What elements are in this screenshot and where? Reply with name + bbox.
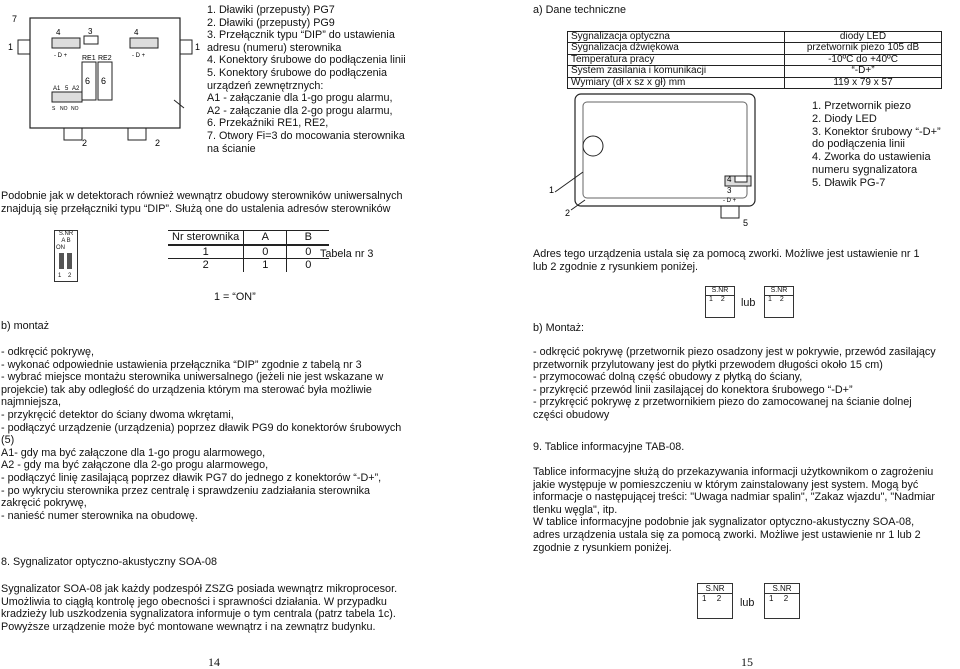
text-line: kradzieży lub uszkodzenia sygnalizatora informuje o tym centrala (patrz tabela 1c). (1, 608, 396, 621)
text-line: Tablice informacyjne służą do przekazywania informacji użytkownikom o zagrożeniu (533, 466, 934, 478)
legend-line: do podłączenia linii (812, 138, 905, 151)
label-no2: NO (71, 106, 79, 112)
montaz-title-left: b) montaż (1, 320, 50, 332)
montaz-title-right: b) Montaż: (533, 322, 585, 334)
label-4-left: 4 (56, 28, 61, 37)
jumper-num-2: 2 (720, 296, 725, 303)
text-line: Adres tego urządzenia ustala się za pomocą zworki. Możliwe jest ustawienie nr 1 (533, 248, 920, 260)
text-line: informacje o następującej treści: "Uwaga nadmiar spalin", "Zakaz wjazdu", "Nadmiar (533, 491, 936, 504)
table-header-row (168, 231, 329, 245)
jumper-figure-4 (764, 583, 800, 619)
legend-line: 1. Przetwornik piezo (812, 100, 912, 112)
table-row (168, 259, 329, 272)
list-item: - przymocować dolną część obudowy z płytką do ściany, (533, 371, 803, 384)
spec-key: Sygnalizacja dźwiękowa (568, 43, 785, 54)
controller-diagram (0, 0, 205, 160)
label-a1: A1 (53, 86, 61, 92)
label-d2: 2 (565, 208, 571, 218)
spec-value: “-D+” (785, 66, 942, 77)
list-item: - przykręcić przewód linii zasilającej do konektora śrubowego “-D+” (533, 383, 853, 396)
label-d4: 4 (727, 175, 732, 184)
legend-line: 3. Konektor śrubowy “-D+” (812, 125, 941, 138)
piezo-transducer (583, 136, 603, 156)
jumper-label: S.NR (698, 584, 732, 594)
jumper-num-2: 2 (783, 594, 789, 603)
dip-slider-b (67, 253, 72, 269)
jumper-figure-2 (764, 286, 794, 318)
list-item: - nanieść numer sterownika na obudowę. (1, 509, 198, 522)
table-row (568, 32, 942, 43)
table-cell: 1 (168, 245, 244, 259)
dip-switch (84, 36, 98, 44)
gland-pg7-right (180, 40, 192, 54)
legend-line: 4. Konektory śrubowe do podłączenia linii (207, 54, 406, 67)
label-re2: RE2 (98, 55, 112, 62)
list-item: - przykręcić detektor do ściany dwoma wkrętami, (1, 408, 234, 421)
lub-label: lub (740, 597, 755, 609)
list-item: projekcie) tak aby odległość do urządzenia którym ma sterować była możliwie (1, 383, 372, 396)
dip-num-2: 2 (68, 273, 72, 279)
label-1-right: 1 (195, 42, 201, 52)
list-item: A1- gdy ma być załączone dla 1-go progu alarmowego, (1, 446, 266, 459)
legend-line: 2. Dławiki (przepusty) PG9 (207, 16, 335, 29)
section-9-title: 9. Tablice informacyjne TAB-08. (533, 441, 685, 453)
legend-line: 5. Konektory śrubowe do podłączenia (207, 66, 388, 79)
legend-line: A2 - załączanie dla 2-go progu alarmu, (207, 104, 393, 117)
table-header: Nr sterownika (168, 231, 244, 245)
table-cell: 0 (287, 259, 330, 272)
text-line: znajdują się przełączniki typu “DIP”. Służą one do ustalenia adresów sterowników (1, 202, 391, 215)
dip-on-label: ON (56, 245, 65, 251)
label-n1l: 7 (12, 14, 18, 24)
spec-table (567, 31, 942, 89)
dip-top-label: S.NR (58, 231, 74, 237)
table-header: A (244, 231, 287, 245)
label-2-right: 2 (155, 138, 161, 148)
jumper-num-2: 2 (716, 594, 722, 603)
table-row (568, 66, 942, 77)
section-9-body (533, 466, 935, 554)
text-line: Powyższe urządzenie może być montowane wewnątrz i na zewnątrz budynku. (1, 620, 376, 633)
table-cell: 2 (168, 259, 244, 272)
section-a-title: a) Dane techniczne (533, 4, 627, 16)
dip-ab-label: A B (61, 238, 71, 244)
text-line: zgodnie z rysunkiem poniżej. (533, 541, 672, 554)
list-item: A2 - gdy ma być załączone dla 2-go progu alarmowego, (1, 459, 269, 472)
dip-slider-a (59, 253, 64, 269)
label-d1: 1 (549, 185, 555, 195)
spec-value: przetwornik piezo 105 dB (785, 43, 942, 54)
montaz-list-right (533, 346, 936, 422)
legend-line: 3. Przełącznik typu “DIP” do ustawienia (207, 29, 395, 42)
text-line: jakie występuje w pomieszczeniu w którym zainstalowany jest system. Mogą być (533, 478, 919, 491)
text-line: Podobnie jak w detektorach również wewnątrz obudowy sterowników uniwersalnych (1, 190, 403, 202)
label-1-left: 1 (8, 42, 14, 52)
label-5: 5 (65, 86, 69, 92)
legend-line: numeru sygnalizatora (812, 163, 918, 176)
jumper-label: S.NR (765, 584, 799, 594)
connector-left (52, 38, 80, 48)
table-cell: 0 (287, 245, 330, 259)
list-item: - odkręcić pokrywę, (1, 346, 95, 358)
list-item: - przykręcić pokrywę z przetwornikiem piezo do zamocowanej na ścianie dolnej (533, 396, 912, 409)
legend-line: na ścianie (207, 142, 256, 155)
jumper-num-1: 1 (768, 296, 772, 303)
legend-line: 6. Przekaźniki RE1, RE2, (207, 117, 329, 130)
jumper-figure-3 (697, 583, 733, 619)
label-pm-left: - D + (54, 53, 68, 59)
table-cell: 0 (244, 245, 287, 259)
legend-line: 5. Dławik PG-7 (812, 176, 886, 189)
leader-7 (174, 100, 184, 108)
gland-pg7 (721, 206, 739, 218)
jumper-num-1: 1 (769, 594, 774, 603)
label-no1: NO (60, 106, 68, 112)
spec-key: Temperatura pracy (568, 54, 785, 65)
spec-value: -10ºC do +40ºC (785, 54, 942, 65)
spec-key: System zasilania i komunikacji (568, 66, 785, 77)
list-item: - odkręcić pokrywę (przetwornik piezo osadzony jest w pokrywie, przewód zasilający (533, 346, 936, 358)
leader-1 (555, 172, 583, 192)
lub-label: lub (741, 297, 756, 309)
label-re1: RE1 (82, 55, 96, 62)
table-cell: 1 (244, 259, 287, 272)
gland-pg7-left (18, 40, 30, 54)
gland-pg9-left (64, 128, 82, 140)
label-pm: - D + (723, 198, 737, 204)
intro-paragraph (1, 190, 403, 215)
leader-2 (571, 200, 585, 210)
label-6b: 6 (101, 76, 107, 86)
on-note: 1 = “ON” (214, 291, 256, 303)
list-item: najmniejsza, (1, 396, 62, 409)
legend-line: 4. Zworka do ustawienia (812, 151, 931, 164)
controller-legend (207, 4, 467, 155)
jumper-figure-1 (705, 286, 735, 318)
page-number-right: 15 (741, 655, 753, 669)
jumper-label: S.NR (765, 287, 793, 296)
legend-line: 1. Dławiki (przepusty) PG7 (207, 4, 335, 16)
connector-5 (52, 92, 82, 102)
list-item: - wykonać odpowiednie ustawienia przełącznika “DIP” zgodnie z tabelą nr 3 (1, 358, 362, 371)
dip-num-1: 1 (58, 273, 62, 279)
label-3: 3 (88, 27, 93, 36)
text-line: Sygnalizator SOA-08 jak każdy podzespół ZSZG posiada wewnątrz mikroprocesor. (1, 583, 398, 595)
legend-line: adresu (numeru) sterownika (207, 41, 342, 54)
label-pm-right: - D + (132, 53, 146, 59)
label-d5: 5 (743, 218, 749, 228)
label-d3: 3 (727, 186, 732, 195)
jumper-num-1: 1 (709, 296, 713, 303)
signaller-diagram (535, 92, 785, 232)
text-line: Umożliwia to ciągłą kontrolę jego obecności i sprawności działania. W przypadku (1, 595, 387, 608)
list-item: - podłączyć urządzenie (urządzenia) poprzez dławik PG9 do konektorów śrubowych (1, 421, 402, 434)
text-line: tlenku węgla", itp. (533, 503, 618, 516)
section-8-title: 8. Sygnalizator optyczno-akustyczny SOA-08 (1, 556, 218, 568)
list-item: - po wykryciu sterownika przez centralę i sprawdzeniu zadziałania sterownika (1, 484, 371, 497)
legend-line: urządzeń zewnętrznych: (207, 79, 324, 92)
jumper (735, 176, 747, 182)
gland-pg9-right (128, 128, 146, 140)
jumper-num-2: 2 (779, 296, 784, 303)
jumper-num-1: 1 (702, 594, 707, 603)
legend-line: A1 - załączanie dla 1-go progu alarmu, (207, 92, 393, 105)
housing-inner (583, 102, 747, 198)
text-line: W tablice informacyjne podobnie jak sygnalizator optyczno-akustyczny SOA-08, (533, 516, 915, 529)
address-paragraph (533, 248, 919, 273)
label-s: S (52, 106, 56, 112)
list-item: zakręcić pokrywę, (1, 497, 87, 510)
dip-figure (54, 230, 78, 282)
section-8-body (1, 583, 397, 633)
spec-value: 119 x 79 x 57 (785, 77, 942, 88)
text-line: adres urządzenia ustala się za pomocą zworki. Możliwe jest ustawienie nr 1 lub 2 (533, 528, 921, 541)
label-6a: 6 (85, 76, 91, 86)
table-row (568, 77, 942, 88)
signaller-legend (812, 100, 941, 190)
spec-key: Sygnalizacja optyczna (568, 32, 785, 43)
list-item: części obudowy (533, 408, 610, 421)
list-item: - wybrać miejsce montażu sterownika uniwersalnego (jeżeli nie jest wskazane w (1, 371, 384, 384)
legend-line: 7. Otwory Fi=3 do mocowania sterownika (207, 129, 405, 142)
text-line: lub 2 zgodnie z rysunkiem poniżej. (533, 260, 699, 273)
list-item: - podłączyć linię zasilającą poprzez dławik PG7 do jednego z konektorów “-D+”, (1, 471, 382, 484)
address-table (168, 230, 329, 272)
label-a2: A2 (72, 86, 80, 92)
label-4-right: 4 (134, 28, 139, 37)
page-number-left: 14 (208, 655, 220, 669)
jumper-label: S.NR (706, 287, 734, 296)
list-item: przetwornik przylutowany jest do płytki przewodem długości około 15 cm) (533, 358, 883, 371)
connector-right (130, 38, 158, 48)
spec-key: Wymiary (dł x sz x gł) mm (568, 77, 785, 88)
label-2-left: 2 (82, 138, 88, 148)
table-header: B (287, 231, 330, 245)
list-item: (5) (1, 434, 15, 447)
spec-value: diody LED (785, 32, 942, 43)
legend-line: 2. Diody LED (812, 112, 877, 125)
table-row (568, 43, 942, 54)
table-row (568, 54, 942, 65)
table-caption: Tabela nr 3 (320, 248, 374, 260)
table-row (168, 245, 329, 259)
montaz-list-left (1, 346, 401, 522)
